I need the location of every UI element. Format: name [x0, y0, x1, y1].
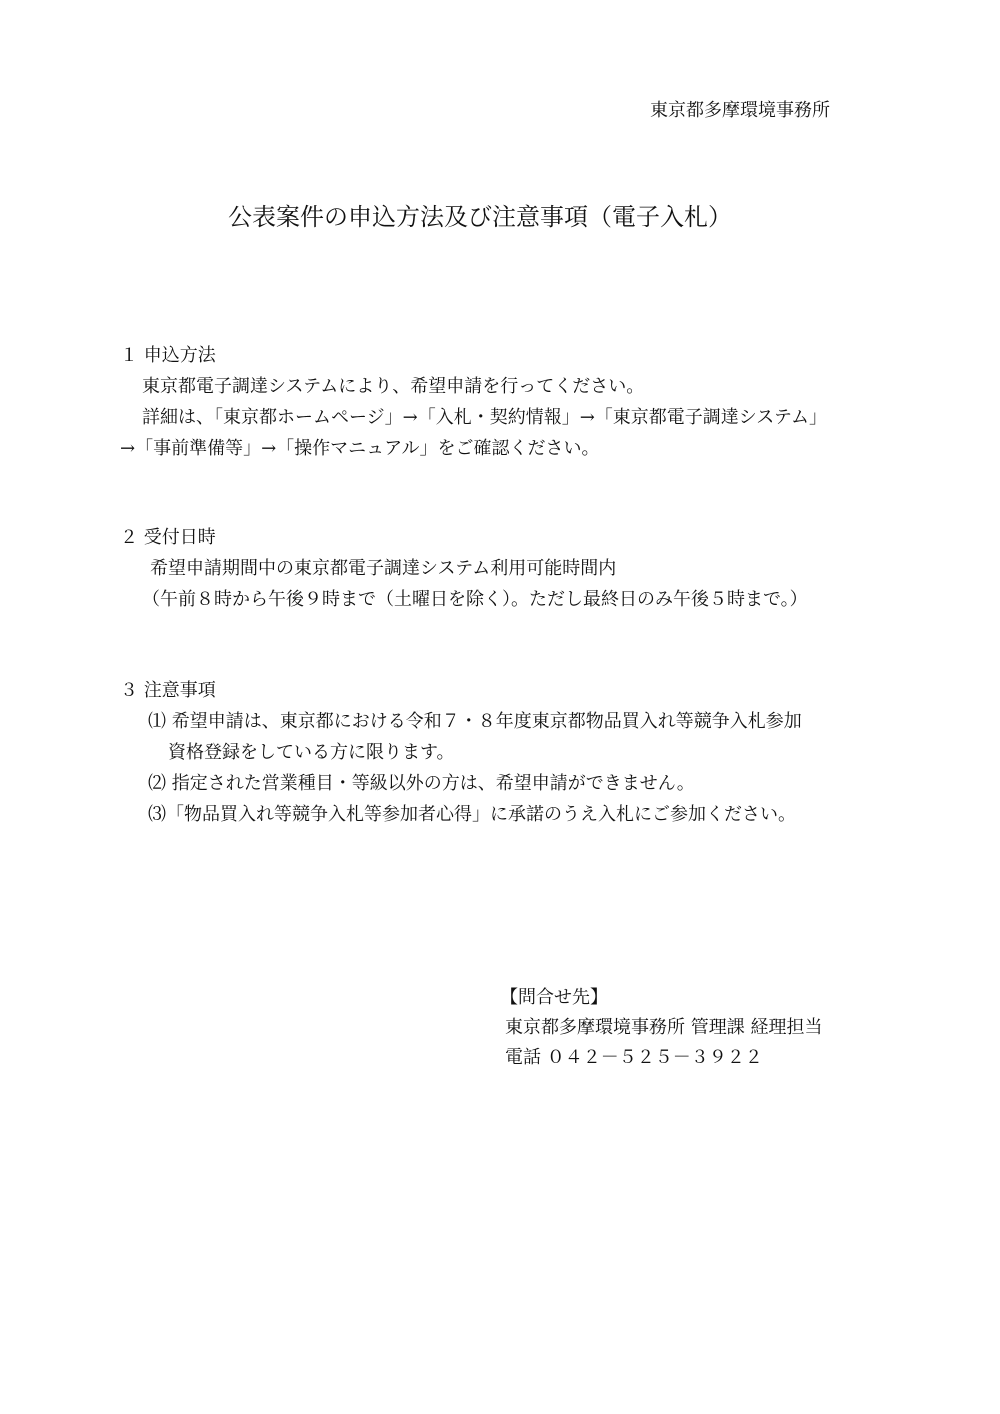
contact-heading: 【問合せ先】: [500, 987, 608, 1008]
section-text-line: →「事前準備等」→「操作マニュアル」をご確認ください。: [120, 438, 600, 459]
section-heading-reception-time: ２ 受付日時: [120, 527, 216, 548]
issuing-organization: 東京都多摩環境事務所: [650, 100, 830, 121]
section-heading-application-method: １ 申込方法: [120, 345, 216, 366]
contact-organization: 東京都多摩環境事務所 管理課 経理担当: [505, 1017, 823, 1038]
notes-item-3: ⑶「物品買入れ等競争入札等参加者心得」に承諾のうえ入札にご参加ください。: [148, 804, 796, 825]
notes-item-1: ⑴ 希望申請は、東京都における令和７・８年度東京都物品買入れ等競争入札参加: [148, 711, 802, 732]
notes-item-2: ⑵ 指定された営業種目・等級以外の方は、希望申請ができません。: [148, 773, 695, 794]
section-heading-notes: ３ 注意事項: [120, 680, 216, 701]
document-title: 公表案件の申込方法及び注意事項（電子入札）: [228, 203, 732, 231]
section-text-line: 詳細は、「東京都ホームページ」→「入札・契約情報」→「東京都電子調達システム」: [142, 407, 828, 428]
section-text-line: （午前８時から午後９時まで（土曜日を除く）。ただし最終日のみ午後５時まで。）: [142, 589, 808, 610]
section-text-line: 東京都電子調達システムにより、希望申請を行ってください。: [142, 376, 645, 397]
section-text-line: 希望申請期間中の東京都電子調達システム利用可能時間内: [150, 558, 617, 579]
notes-item-1-continued: 資格登録をしている方に限ります。: [168, 742, 455, 763]
contact-phone: 電話 ０４２－５２５－３９２２: [505, 1047, 763, 1068]
